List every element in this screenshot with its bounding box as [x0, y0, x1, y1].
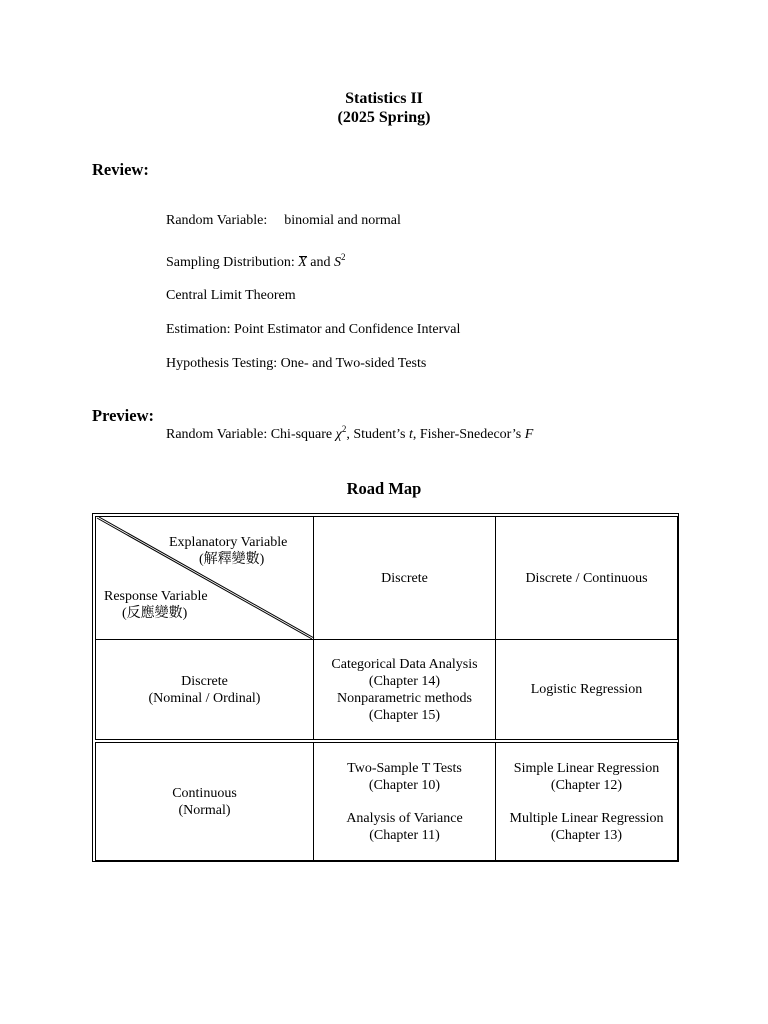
cell-line: Analysis of Variance [346, 810, 463, 826]
review-item-hypothesis: Hypothesis Testing: One- and Two-sided Tests [166, 356, 427, 371]
chi-symbol: χ [335, 427, 342, 442]
explanatory-variable-cn: (解釋變數) [199, 552, 265, 567]
s-symbol: S [334, 255, 342, 270]
column-header-discrete-continuous: Discrete / Continuous [495, 516, 678, 640]
cell-line: (Chapter 14) [368, 673, 441, 689]
cell-line: (Chapter 10) [368, 777, 441, 793]
review-item-value: binomial and normal [284, 213, 401, 228]
cell-line: (Chapter 15) [368, 707, 441, 723]
row-label: Discrete [181, 673, 228, 689]
cell-logistic-regression [495, 639, 678, 740]
response-variable-cn: (反應變數) [122, 606, 188, 621]
review-item-estimation: Estimation: Point Estimator and Confidence Interval [166, 322, 461, 337]
preview-heading: Preview: [92, 406, 154, 425]
header-corner-cell [95, 516, 314, 640]
document-subtitle: (2025 Spring) [337, 109, 431, 126]
cell-line: Simple Linear Regression [513, 760, 660, 776]
row-header-discrete [95, 639, 314, 740]
cell-line: Multiple Linear Regression [509, 810, 664, 826]
s-squared-sup: 2 [341, 252, 346, 262]
document-title: Statistics II [345, 90, 423, 107]
cell-line: Categorical Data Analysis [331, 656, 478, 672]
row-header-continuous [95, 742, 314, 861]
roadmap-heading: Road Map [346, 479, 422, 498]
row-label: Continuous [172, 785, 237, 801]
explanatory-variable-label: Explanatory Variable [169, 535, 288, 550]
cell-line: (Chapter 11) [369, 827, 440, 843]
and-text: and [310, 255, 331, 270]
preview-prefix: Random Variable: Chi-square [166, 427, 336, 442]
roadmap-table [92, 513, 679, 862]
row-sublabel: (Normal) [178, 802, 231, 818]
preview-line [166, 424, 534, 443]
review-item-sampling-distribution [166, 252, 346, 271]
cell-line: (Chapter 12) [550, 777, 623, 793]
chi-sup: 2 [341, 424, 347, 434]
review-heading: Review: [92, 160, 149, 179]
review-item-clt: Central Limit Theorem [166, 288, 296, 303]
x-bar-symbol: X [298, 255, 307, 270]
cell-line: Nonparametric methods [337, 690, 472, 706]
cell-ttest-anova [313, 742, 496, 861]
cell-linear-regression [495, 742, 678, 861]
review-item-label: Sampling Distribution: [166, 255, 295, 270]
student-prefix: , Student’s [346, 427, 409, 442]
cell-line: Logistic Regression [530, 682, 643, 697]
review-item-label: Random Variable: [166, 213, 268, 228]
f-symbol: F [524, 427, 534, 442]
column-header-discrete: Discrete [313, 516, 496, 640]
cell-line: Two-Sample T Tests [347, 760, 462, 776]
t-symbol: t [408, 427, 413, 442]
fisher-prefix: , Fisher-Snedecor’s [412, 427, 525, 442]
review-item-random-variable [166, 213, 401, 229]
response-variable-label: Response Variable [104, 589, 208, 604]
cell-categorical-nonparametric [313, 639, 496, 740]
cell-line: (Chapter 13) [550, 827, 623, 843]
row-sublabel: (Nominal / Ordinal) [148, 690, 261, 706]
